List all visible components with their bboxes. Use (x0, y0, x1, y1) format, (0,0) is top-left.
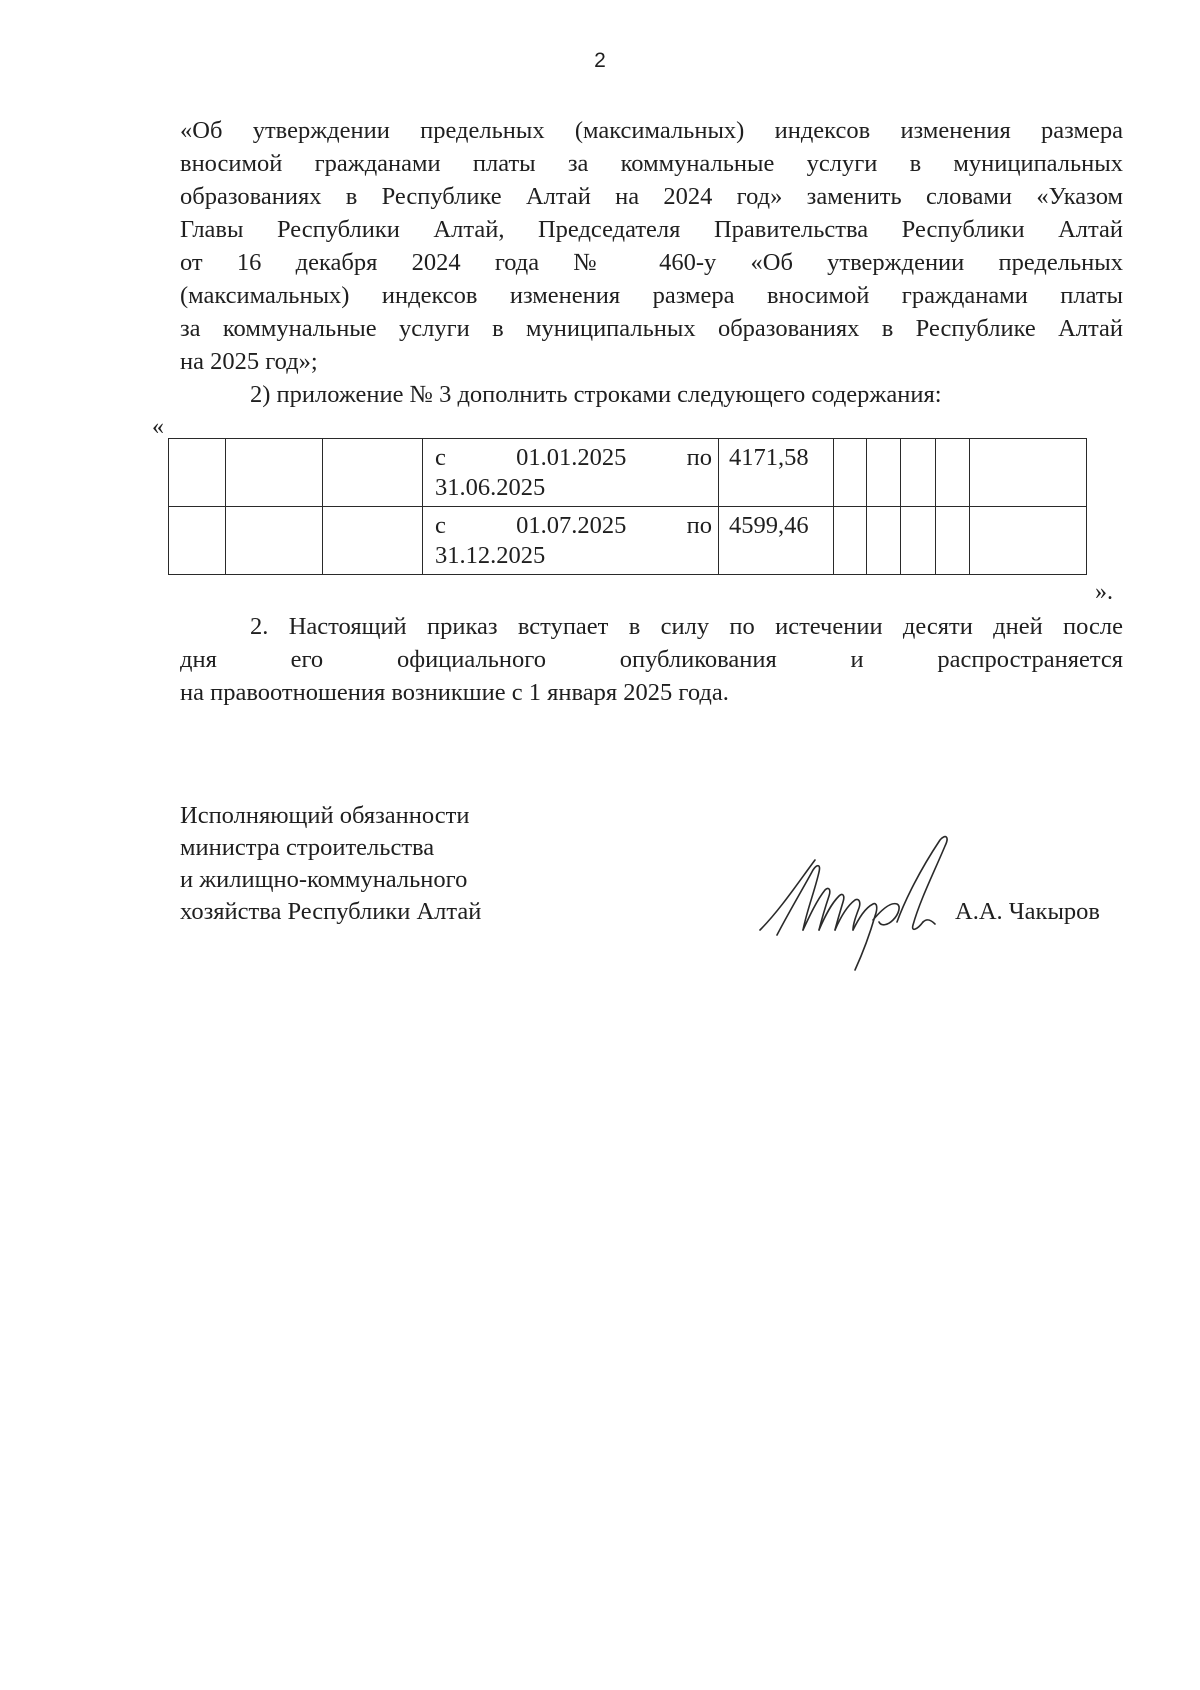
close-quote: ». (1095, 579, 1113, 605)
signatory-name: А.А. Чакыров (955, 898, 1100, 925)
intro-line: (максимальных) индексов изменения размера вносимой гражданами платы (180, 282, 1123, 309)
clause-line: на правоотношения возникшие с 1 января 2025 года. (180, 679, 729, 706)
signatory-title-line: и жилищно-коммунального (180, 866, 468, 893)
table-cell (169, 439, 226, 507)
table-cell (936, 439, 970, 507)
table-cell (867, 439, 901, 507)
table-cell (901, 439, 936, 507)
period-from: 01.01.2025 (516, 444, 627, 471)
intro-line: образованиях в Республике Алтай на 2024 год» заменить словами «Указом (180, 183, 1123, 210)
table-cell (970, 507, 1087, 575)
period-to: 31.06.2025 (435, 474, 546, 501)
period-to-prefix: по (686, 512, 712, 539)
signatory-title-line: министра строительства (180, 834, 435, 861)
intro-line: от 16 декабря 2024 года № 460-у «Об утверждении предельных (180, 249, 1123, 276)
table-cell (970, 439, 1087, 507)
price-cell: 4171,58 (719, 439, 834, 507)
intro-line: «Об утверждении предельных (максимальных) индексов изменения размера (180, 117, 1123, 144)
page-number: 2 (594, 49, 606, 72)
signatory-title-line: Исполняющий обязанности (180, 802, 470, 829)
period-from-prefix: с (435, 512, 446, 539)
appendix-rows-table (168, 438, 1087, 575)
period-cell (423, 439, 719, 507)
period-cell (423, 507, 719, 575)
item-2-text: 2) приложение № 3 дополнить строками следующего содержания: (250, 381, 942, 408)
table-row (169, 507, 1087, 575)
table-cell (834, 507, 867, 575)
period-from: 01.07.2025 (516, 512, 627, 539)
signatory-title (180, 800, 481, 928)
period-to: 31.12.2025 (435, 542, 546, 569)
table-cell (901, 507, 936, 575)
open-quote: « (152, 414, 164, 440)
intro-line: на 2025 год»; (180, 348, 318, 375)
table-cell (226, 507, 323, 575)
clause-line: дня его официального опубликования и распространяется (180, 646, 1123, 673)
clause-line: 2. Настоящий приказ вступает в силу по истечении десяти дней после (250, 613, 1123, 640)
intro-line: за коммунальные услуги в муниципальных образованиях в Республике Алтай (180, 315, 1123, 342)
period-to-prefix: по (686, 444, 712, 471)
table-row (169, 439, 1087, 507)
intro-line: вносимой гражданами платы за коммунальные услуги в муниципальных (180, 150, 1123, 177)
table-cell (834, 439, 867, 507)
table-cell (936, 507, 970, 575)
table-cell (169, 507, 226, 575)
item-2-paragraph (180, 378, 1123, 411)
table-cell (226, 439, 323, 507)
intro-paragraph (180, 114, 1123, 378)
intro-line: Главы Республики Алтай, Председателя Правительства Республики Алтай (180, 216, 1123, 243)
table-cell (323, 439, 423, 507)
signatory-title-line: хозяйства Республики Алтай (180, 898, 482, 925)
table-cell (323, 507, 423, 575)
table-cell (867, 507, 901, 575)
period-from-prefix: с (435, 444, 446, 471)
clause-2-paragraph (180, 610, 1123, 709)
price-cell: 4599,46 (719, 507, 834, 575)
